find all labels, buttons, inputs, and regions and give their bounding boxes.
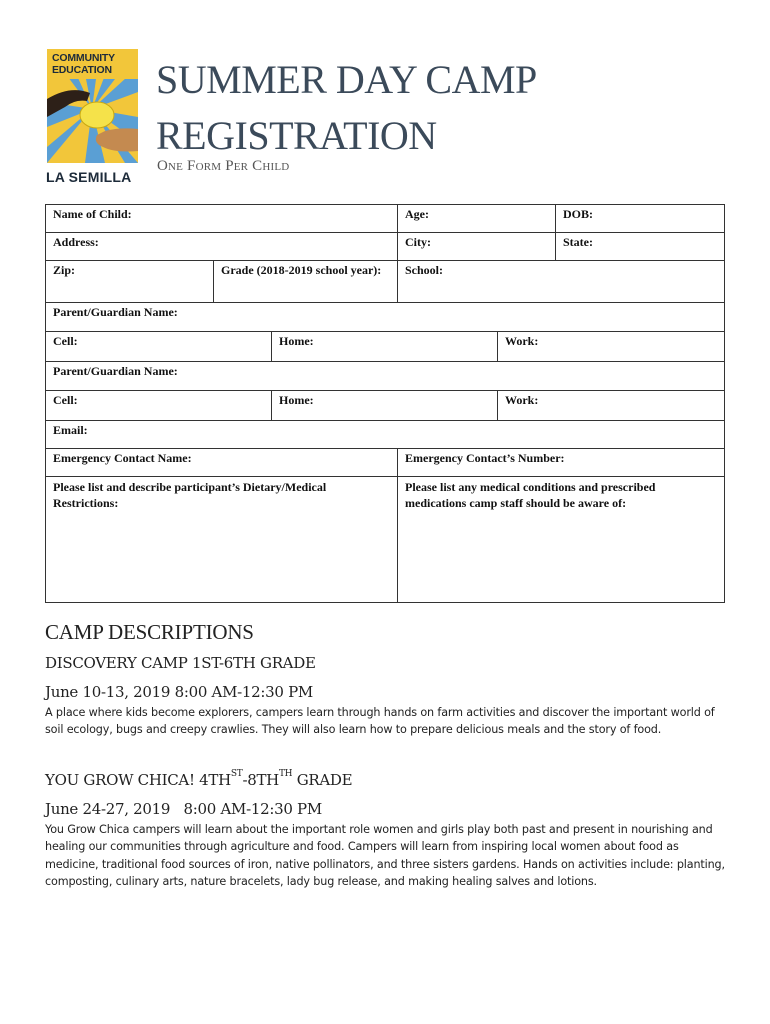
guardian1-name-field[interactable] [46, 303, 724, 331]
emergency-number-label: Emergency Contact’s Number: [405, 451, 565, 465]
cell1-field[interactable] [46, 332, 272, 361]
form-row-restrictions [45, 477, 725, 603]
zip-field[interactable] [46, 261, 214, 302]
camp2-name-sup2: TH [278, 769, 293, 779]
camp2-date: June 24-27, 2019 8:00 AM-12:30 PM [45, 800, 322, 818]
la-semilla-logo [45, 47, 140, 186]
form-row-child [45, 204, 725, 233]
grade-field[interactable] [214, 261, 398, 302]
logo-org-name: LA SEMILLA [46, 169, 132, 185]
camp-descriptions-heading: CAMP DESCRIPTIONS [45, 620, 254, 644]
title-line2: REGISTRATION [156, 113, 437, 158]
dietary-restrictions-label: Please list and describe participant’s Dietary/Medical Restrictions: [53, 480, 327, 510]
name-of-child-field[interactable] [46, 205, 398, 232]
guardian2-name-field[interactable] [46, 362, 724, 390]
dob-label: DOB: [563, 207, 593, 221]
cell1-label: Cell: [53, 334, 78, 348]
work1-field[interactable] [498, 332, 724, 361]
state-label: State: [563, 235, 593, 249]
cell2-label: Cell: [53, 393, 78, 407]
school-label: School: [405, 263, 444, 277]
medical-conditions-field[interactable] [398, 477, 724, 602]
cell2-field[interactable] [46, 391, 272, 420]
guardian2-name-label: Parent/Guardian Name: [53, 364, 178, 378]
email-label: Email: [53, 423, 88, 437]
registration-form [45, 204, 725, 603]
age-label: Age: [405, 207, 429, 221]
work1-label: Work: [505, 334, 539, 348]
title-line1: SUMMER DAY CAMP [156, 57, 537, 102]
form-row-guardian2 [45, 362, 725, 391]
camp1-date: June 10-13, 2019 8:00 AM-12:30 PM [45, 683, 313, 701]
form-row-phones2 [45, 391, 725, 421]
email-field[interactable] [46, 421, 724, 448]
guardian1-name-label: Parent/Guardian Name: [53, 305, 178, 319]
zip-label: Zip: [53, 263, 76, 277]
age-field[interactable] [398, 205, 556, 232]
camp1-name: DISCOVERY CAMP 1ST-6TH GRADE [45, 654, 316, 672]
dob-field[interactable] [556, 205, 724, 232]
home2-field[interactable] [272, 391, 498, 420]
home2-label: Home: [279, 393, 314, 407]
home1-field[interactable] [272, 332, 498, 361]
camp2-name-part2: -8TH [242, 771, 279, 789]
logo-line1: COMMUNITY [52, 52, 115, 64]
home1-label: Home: [279, 334, 314, 348]
camp2-name-part1: YOU GROW CHICA! 4TH [45, 771, 231, 789]
form-row-guardian1 [45, 303, 725, 332]
form-row-emergency [45, 449, 725, 477]
page-subtitle: One Form Per Child [157, 158, 290, 174]
camp2-description: You Grow Chica campers will learn about the important role women and girls play both past and present in nourishing and healing our communities through agriculture and food. Campers will learn from inspiring local women about food as medicine, traditional food sources of iron, native pollinators, and three sisters gardens. Hands on activities include: planting, composting, culinary arts, nature bracelets, lady bug release, and making healing salves and lotions. [45, 823, 725, 889]
address-label: Address: [53, 235, 99, 249]
grade-label: Grade (2018-2019 school year): [221, 263, 382, 277]
form-row-phones1 [45, 332, 725, 362]
form-row-school [45, 261, 725, 303]
camp2-name [45, 771, 352, 789]
emergency-number-field[interactable] [398, 449, 724, 476]
name-of-child-label: Name of Child: [53, 207, 132, 221]
school-field[interactable] [398, 261, 724, 302]
page-title [156, 52, 537, 164]
emergency-name-field[interactable] [46, 449, 398, 476]
form-row-email [45, 421, 725, 449]
state-field[interactable] [556, 233, 724, 260]
camp1-description: A place where kids become explorers, campers learn through hands on farm activities and discover the important world of soil ecology, bugs and creepy crawlies. They will also learn how to prepare delicious meals and the story of food. [45, 706, 715, 737]
emergency-name-label: Emergency Contact Name: [53, 451, 192, 465]
logo-line2: EDUCATION [52, 64, 112, 76]
address-field[interactable] [46, 233, 398, 260]
form-row-address [45, 233, 725, 261]
camp2-name-part3: GRADE [292, 771, 353, 789]
city-field[interactable] [398, 233, 556, 260]
city-label: City: [405, 235, 431, 249]
work2-label: Work: [505, 393, 539, 407]
camp2-name-sup1: ST [230, 769, 243, 779]
dietary-restrictions-field[interactable] [46, 477, 398, 602]
work2-field[interactable] [498, 391, 724, 420]
medical-conditions-label: Please list any medical conditions and prescribed medications camp staff should be aware of: [405, 480, 656, 510]
